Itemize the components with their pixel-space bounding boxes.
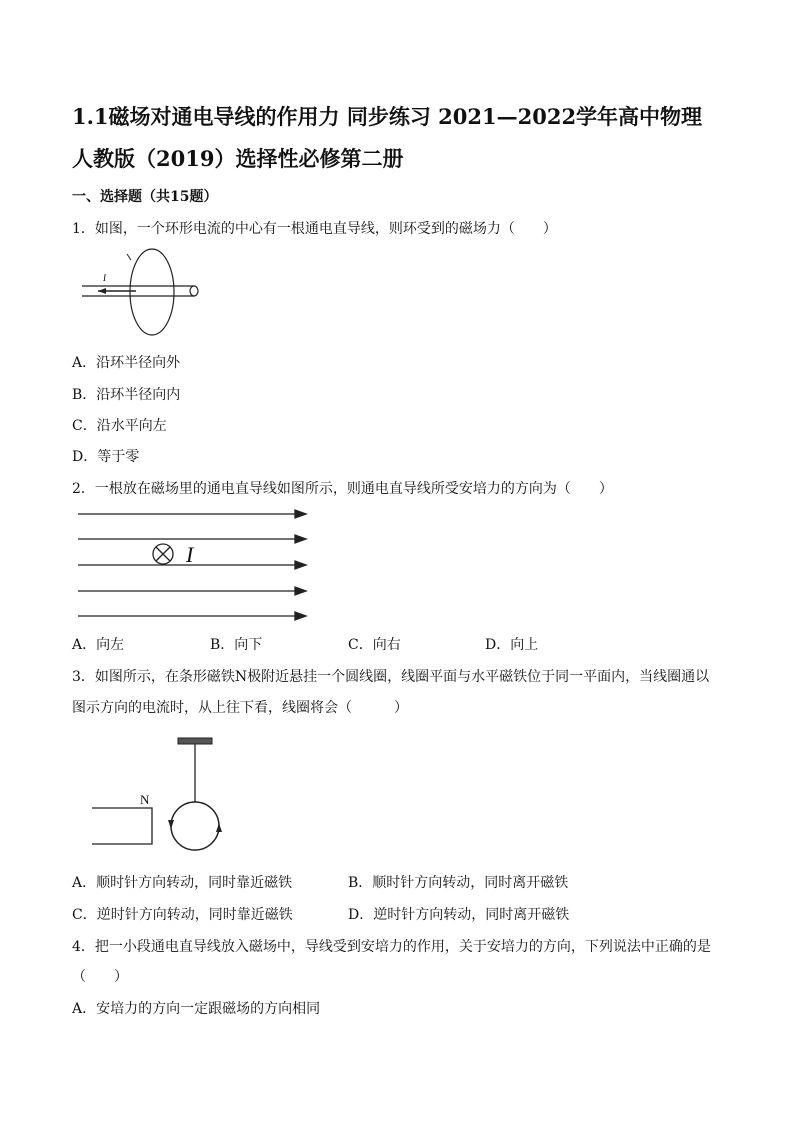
ceiling-support (178, 738, 212, 744)
q1-option-d: D．等于零 (72, 449, 140, 465)
right-arrow-icon (295, 561, 306, 569)
section-heading: 一、选择题（共15题） (72, 189, 218, 205)
question-4-stem-line-1: 4．把一小段通电直导线放入磁场中，导线受到安培力的作用，关于安培力的方向，下列说法中正确的是 (72, 939, 711, 955)
coil-current-arrow-icon (216, 823, 222, 832)
right-arrow-icon (295, 587, 306, 595)
q2-figure-magnetic-field (76, 505, 308, 625)
current-label: I (186, 542, 194, 567)
circular-coil (171, 802, 219, 850)
right-arrow-icon (295, 612, 306, 620)
question-1-stem: 1．如图，一个环形电流的中心有一根通电直导线，则环受到的磁场力（ ） (72, 221, 557, 237)
question-3-stem-line-2: 图示方向的电流时，从上往下看，线圈将会（ ） (72, 700, 408, 716)
q2-option-d: D．向上 (485, 637, 539, 653)
q3-option-b: B．顺时针方向转动，同时离开磁铁 (348, 875, 569, 891)
q4-option-a: A．安培力的方向一定跟磁场的方向相同 (72, 1001, 321, 1017)
question-2-stem: 2．一根放在磁场里的通电直导线如图所示，则通电直导线所受安培力的方向为（ ） (72, 481, 613, 497)
wire-end (190, 286, 198, 296)
q1-option-a: A．沿环半径向外 (72, 355, 181, 371)
ring-current-arrow (127, 254, 131, 260)
q3-option-a: A．顺时针方向转动，同时靠近磁铁 (72, 875, 293, 891)
right-arrow-icon (295, 535, 306, 543)
page-title: 1.1磁场对通电导线的作用力 同步练习 2021—2022学年高中物理人教版（2019）选择性必修第二册 (72, 104, 703, 171)
current-ring (130, 249, 174, 335)
north-pole-label: N (140, 792, 150, 807)
into-page-current-icon (153, 544, 173, 564)
left-arrow-icon (98, 288, 106, 294)
q2-option-b: B．向下 (210, 637, 263, 653)
q2-option-a: A．向左 (72, 637, 125, 653)
q3-option-d: D．逆时针方向转动，同时离开磁铁 (348, 907, 570, 923)
q2-option-c: C．向右 (348, 637, 401, 653)
coil-current-arrow-icon (168, 820, 174, 829)
q1-figure-ring-and-wire (78, 248, 208, 340)
bar-magnet (92, 808, 152, 844)
q3-option-c: C．逆时针方向转动，同时靠近磁铁 (72, 907, 293, 923)
q3-figure-magnet-and-coil (90, 734, 230, 864)
q1-option-b: B．沿环半径向内 (72, 387, 181, 403)
wire-current-label: I (103, 273, 106, 283)
question-4-stem-line-2: （ ） (72, 969, 128, 985)
q1-option-c: C．沿水平向左 (72, 418, 167, 434)
question-3-stem-line-1: 3．如图所示，在条形磁铁N极附近悬挂一个圆线圈，线圈平面与水平磁铁位于同一平面内，当线圈通以 (72, 669, 710, 685)
right-arrow-icon (295, 510, 306, 518)
